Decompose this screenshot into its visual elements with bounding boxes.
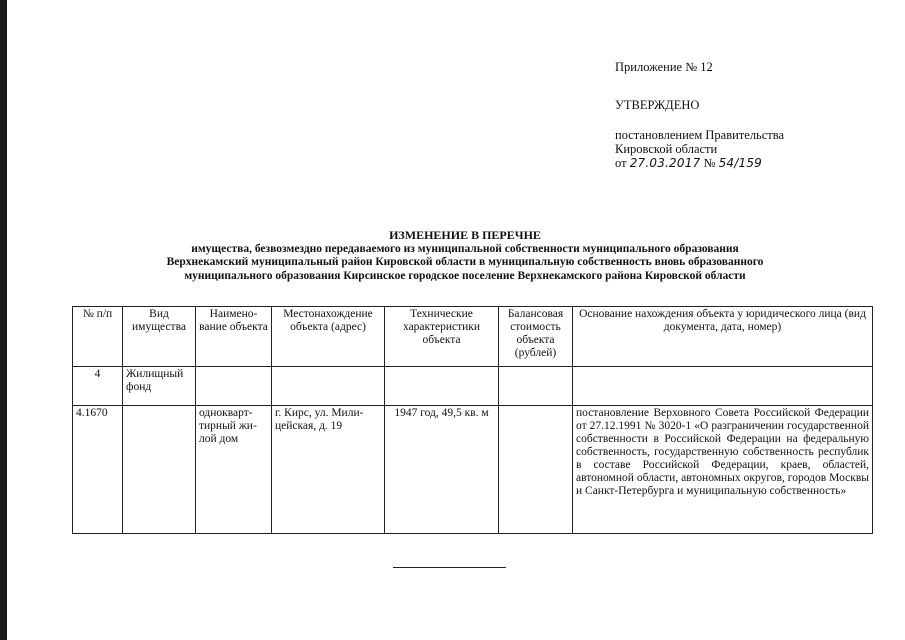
col-header-type: Вид имущества [123, 307, 196, 367]
cell-value [499, 406, 573, 534]
cell-number: 4 [73, 367, 123, 406]
cell-value [499, 367, 573, 406]
col-header-specs: Технические характеристики объекта [385, 307, 499, 367]
cell-basis [573, 367, 873, 406]
col-header-value: Балансовая стоимость объекта (рублей) [499, 307, 573, 367]
col-header-name: Наимено-вание объекта [196, 307, 272, 367]
col-header-address: Местонахождение объекта (адрес) [272, 307, 385, 367]
handwritten-date: 27.03.2017 [629, 156, 701, 170]
cell-name: однокварт-тирный жи-лой дом [196, 406, 272, 534]
cell-specs: 1947 год, 49,5 кв. м [385, 406, 499, 534]
cell-specs [385, 367, 499, 406]
cell-number: 4.1670 [73, 406, 123, 534]
cell-address [272, 367, 385, 406]
cell-basis: постановление Верховного Совета Российской Федерации от 27.12.1991 № 3020-1 «О разграничении государственной собственности в Российской Федерации на федеральную собственность, государственную собственность республик в составе Российской Федерации, краев, областей, автономной области, автономных округов, городов Москвы и Санкт-Петербурга и муниципальную собственность» [573, 406, 873, 534]
cell-type: Жилищный фонд [123, 367, 196, 406]
cell-type [123, 406, 196, 534]
col-header-basis: Основание нахождения объекта у юридического лица (вид документа, дата, номер) [573, 307, 873, 367]
appendix-number: Приложение № 12 [615, 60, 713, 74]
table-row [73, 367, 873, 406]
cell-name [196, 367, 272, 406]
document-title [80, 229, 850, 283]
table-row [73, 406, 873, 534]
title-line-2: Верхнекамский муниципальный район Кировской области в муниципальную собственность вновь образованного [166, 256, 764, 268]
scan-edge [0, 0, 7, 640]
title-line-1: имущества, безвозмездно передаваемого из муниципальной собственности муниципального образования [191, 242, 739, 255]
table-header-row [73, 307, 873, 367]
approved-region: Кировской области [615, 142, 718, 156]
approval-date-line [615, 156, 762, 170]
approved-stamp: УТВЕРЖДЕНО [615, 98, 700, 112]
property-table [72, 306, 873, 534]
col-header-number: № п/п [73, 307, 123, 367]
title-main: ИЗМЕНЕНИЕ В ПЕРЕЧНЕ [389, 228, 541, 242]
cell-address: г. Кирс, ул. Мили-цейская, д. 19 [272, 406, 385, 534]
handwritten-number: 54/159 [718, 156, 763, 170]
title-line-3: муниципального образования Кирсинское городское поселение Верхнекамского района Кировской области [184, 269, 746, 282]
end-divider [393, 567, 506, 568]
date-prefix: от [615, 156, 627, 170]
number-prefix: № [703, 156, 716, 170]
approved-by: постановлением Правительства [615, 128, 785, 142]
